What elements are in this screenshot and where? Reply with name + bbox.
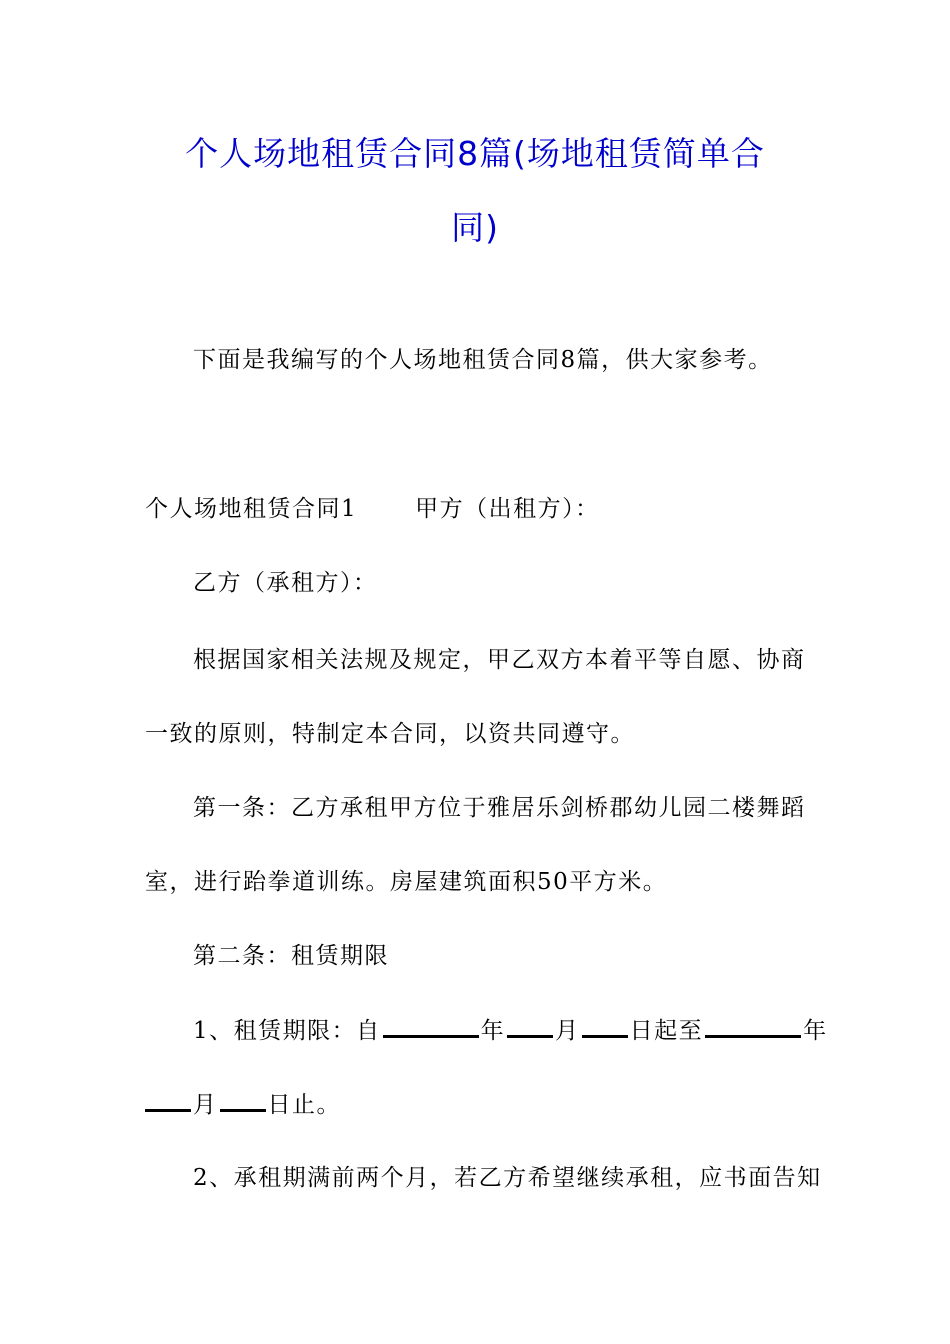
blank-year-to: [705, 1015, 801, 1038]
section1-heading: 个人场地租赁合同1: [145, 496, 358, 522]
term-year: 年: [480, 1018, 506, 1044]
section1-line: [145, 494, 810, 524]
intro-paragraph: 下面是我编写的个人场地租赁合同8篇，供大家参考。: [193, 347, 773, 373]
term-line1: [193, 1015, 828, 1046]
article1-line1: 第一条：乙方承租甲方位于雅居乐剑桥郡幼儿园二楼舞蹈: [193, 795, 806, 821]
term-day-to: 日止。: [267, 1092, 341, 1118]
preamble-line2: 一致的原则，特制定本合同，以资共同遵守。: [145, 721, 635, 747]
term-year2: 年: [803, 1018, 828, 1044]
blank-day-to: [220, 1089, 266, 1112]
blank-month-from: [507, 1015, 553, 1038]
article1-line2: 室，进行跆拳道训练。房屋建筑面积50平方米。: [145, 869, 668, 895]
party-b-label: 乙方（承租方）：: [193, 570, 378, 596]
party-a-label: 甲方（出租方）：: [415, 496, 600, 522]
blank-month-to: [145, 1089, 191, 1112]
article2-heading: 第二条：租赁期限: [193, 943, 389, 969]
term-line2: [145, 1089, 810, 1120]
document-title-line1: 个人场地租赁合同8篇(场地租赁简单合: [185, 134, 765, 173]
term-day-from: 日起至: [629, 1018, 704, 1044]
term-prefix: 1、租赁期限：自: [193, 1018, 381, 1044]
term-month2: 月: [193, 1092, 218, 1118]
term-month: 月: [555, 1018, 580, 1044]
clause2-line1: 2、承租期满前两个月，若乙方希望继续承租，应书面告知: [193, 1165, 822, 1191]
preamble-line1: 根据国家相关法规及规定，甲乙双方本着平等自愿、协商: [193, 647, 806, 673]
blank-day-from: [582, 1015, 628, 1038]
document-title-line2: 同): [451, 208, 499, 247]
blank-year-from: [383, 1015, 479, 1038]
